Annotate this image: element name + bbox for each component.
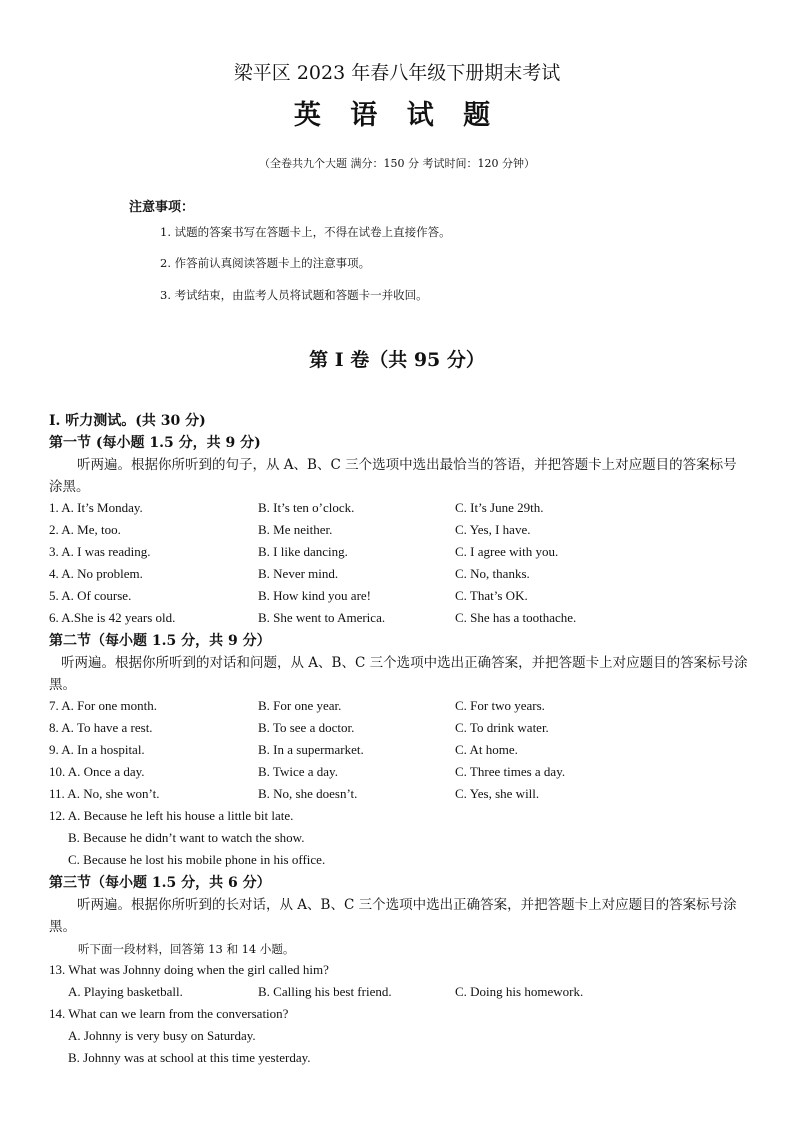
notice-item: 3. 考试结束，由监考人员将试题和答题卡一并收回。: [160, 288, 428, 302]
option-a: 2. A. Me, too.: [49, 522, 121, 537]
exam-title: 梁平区 2023 年春八年级下册期末考试: [233, 62, 561, 84]
option-b: B. I like dancing.: [258, 544, 348, 559]
section-2-heading: 第二节（每小题 1.5 分，共 9 分）: [49, 633, 271, 649]
option-a: 11. A. No, she won’t.: [49, 786, 160, 801]
option-a: 10. A. Once a day.: [49, 764, 145, 779]
section-1-instruction: 听两遍。根据你所听到的句子，从 A、B、C 三个选项中选出最恰当的答语，并把答题卡上对应题目的答案标号涂黑。: [49, 457, 737, 495]
option-b: B. It’s ten o’clock.: [258, 500, 355, 515]
option-c: C. Because he lost his mobile phone in his office.: [68, 852, 326, 867]
section-3-sub-instruction: 听下面一段材料，回答第 13 和 14 小题。: [78, 942, 295, 956]
option-c: C. It’s June 29th.: [455, 500, 544, 515]
option-c: C. Doing his homework.: [455, 984, 584, 999]
option-b: B. She went to America.: [258, 610, 386, 625]
option-b: B. To see a doctor.: [258, 720, 355, 735]
notice-item: 1. 试题的答案书写在答题卡上，不得在试卷上直接作答。: [160, 225, 451, 239]
option-c: C. No, thanks.: [455, 566, 530, 581]
option-b: B. For one year.: [258, 698, 342, 713]
option-b: B. In a supermarket.: [258, 742, 364, 757]
notice-heading: 注意事项：: [129, 200, 195, 215]
option-b: B. Never mind.: [258, 566, 339, 581]
section-2-instruction: 听两遍。根据你所听到的对话和问题，从 A、B、C 三个选项中选出正确答案，并把答题卡上对应题目的答案标号涂黑。: [49, 655, 748, 693]
option-a: A. Johnny is very busy on Saturday.: [68, 1028, 256, 1043]
option-c: C. At home.: [455, 742, 518, 757]
option-a: 4. A. No problem.: [49, 566, 143, 581]
option-c: C. She has a toothache.: [455, 610, 577, 625]
part-title: 第 I 卷（共 95 分）: [309, 349, 485, 371]
option-a: 1. A. It’s Monday.: [49, 500, 143, 515]
option-b: B. Me neither.: [258, 522, 333, 537]
question-stem: 14. What can we learn from the conversation?: [49, 1006, 289, 1021]
option-a: 5. A. Of course.: [49, 588, 132, 603]
section-1-heading: 第一节 (每小题 1.5 分，共 9 分): [49, 435, 261, 451]
option-c: C. I agree with you.: [455, 544, 559, 559]
exam-info: （全卷共九个大题 满分：150 分 考试时间：120 分钟）: [259, 157, 535, 170]
option-a: A. Playing basketball.: [68, 984, 183, 999]
notice-item: 2. 作答前认真阅读答题卡上的注意事项。: [160, 256, 371, 270]
option-a: 12. A. Because he left his house a little bit late.: [49, 808, 294, 823]
option-a: 3. A. I was reading.: [49, 544, 151, 559]
option-c: C. To drink water.: [455, 720, 549, 735]
option-c: C. Three times a day.: [455, 764, 566, 779]
section-main-heading: Ⅰ. 听力测试。(共 30 分): [49, 413, 206, 429]
option-b: B. Johnny was at school at this time yesterday.: [68, 1050, 311, 1065]
option-b: B. Twice a day.: [258, 764, 338, 779]
option-a: 6. A.She is 42 years old.: [49, 610, 176, 625]
option-c: C. For two years.: [455, 698, 545, 713]
option-c: C. Yes, I have.: [455, 522, 531, 537]
option-b: B. No, she doesn’t.: [258, 786, 358, 801]
option-b: B. How kind you are!: [258, 588, 372, 603]
section-3-heading: 第三节（每小题 1.5 分，共 6 分）: [49, 875, 271, 891]
option-b: B. Because he didn’t want to watch the show.: [68, 830, 305, 845]
option-a: 9. A. In a hospital.: [49, 742, 145, 757]
option-a: 7. A. For one month.: [49, 698, 157, 713]
exam-subject: 英 语 试 题: [293, 100, 501, 131]
section-3-instruction: 听两遍。根据你所听到的长对话，从 A、B、C 三个选项中选出正确答案，并把答题卡上对应题目的答案标号涂黑。: [49, 897, 737, 935]
option-c: C. That’s OK.: [455, 588, 528, 603]
option-a: 8. A. To have a rest.: [49, 720, 153, 735]
option-b: B. Calling his best friend.: [258, 984, 392, 999]
option-c: C. Yes, she will.: [455, 786, 540, 801]
question-stem: 13. What was Johnny doing when the girl called him?: [49, 962, 329, 977]
